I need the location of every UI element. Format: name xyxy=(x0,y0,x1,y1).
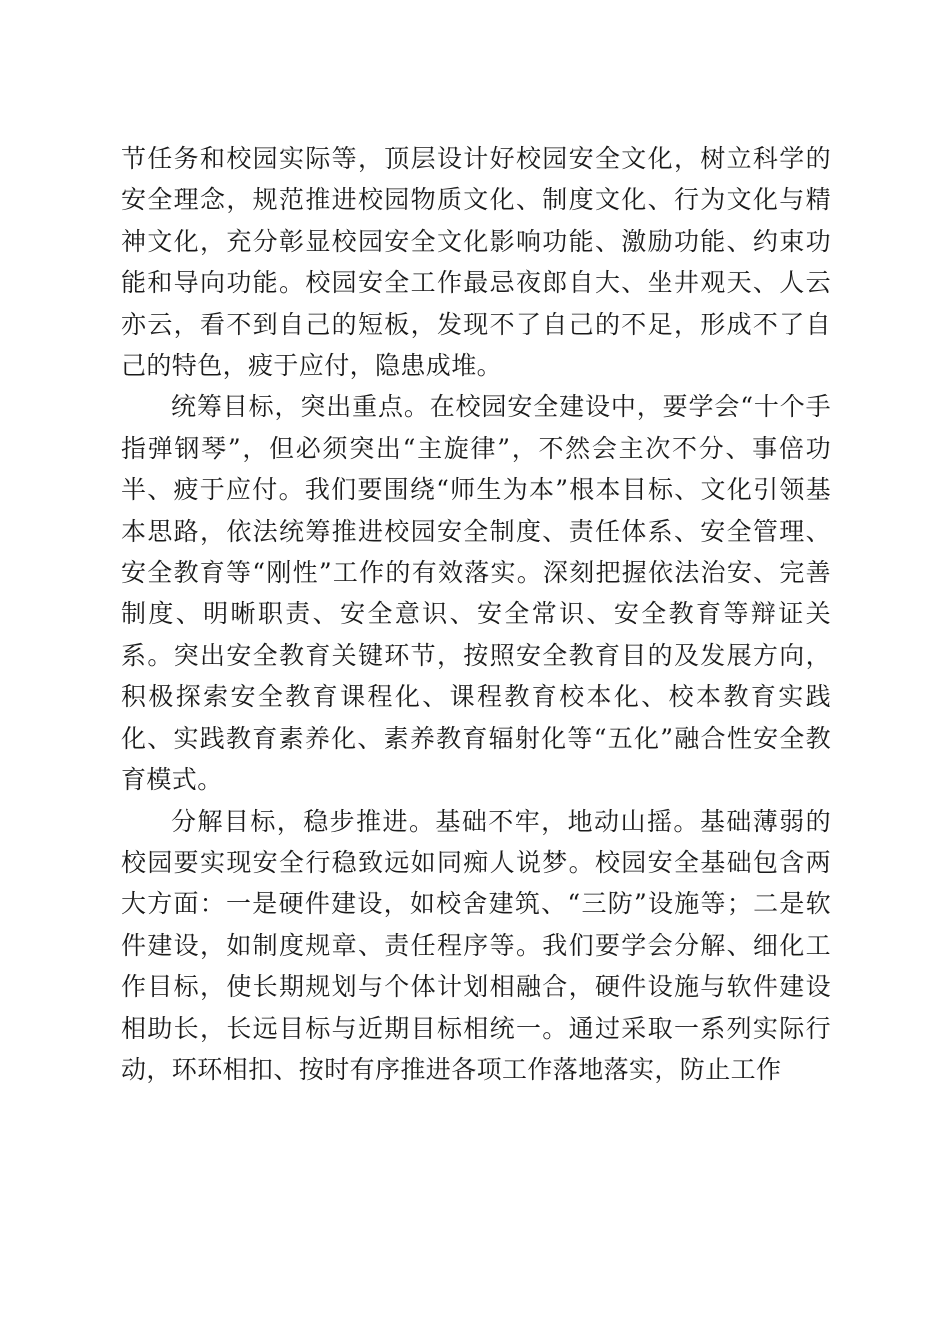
paragraph-1: 节任务和校园实际等，顶层设计好校园安全文化，树立科学的安全理念，规范推进校园物质文化、制度文化、行为文化与精神文化，充分彰显校园安全文化影响功能、激励功能、约束功能和导向功能。校园安全工作最忌夜郎自大、坐井观天、人云亦云，看不到自己的短板，发现不了自己的不足，形成不了自己的特色，疲于应付，隐患成堆。 xyxy=(121,144,831,381)
paragraph-2: 统筹目标，突出重点。在校园安全建设中，要学会“十个手指弹钢琴”，但必须突出“主旋律”，不然会主次不分、事倍功半、疲于应付。我们要围绕“师生为本”根本目标、文化引领基本思路，依法统筹推进校园安全制度、责任体系、安全管理、安全教育等“刚性”工作的有效落实。深刻把握依法治安、完善制度、明晰职责、安全意识、安全常识、安全教育等辩证关系。突出安全教育关键环节，按照安全教育目的及发展方向，积极探索安全教育课程化、课程教育校本化、校本教育实践化、实践教育素养化、素养教育辐射化等“五化”融合性安全教育模式。 xyxy=(121,392,831,795)
paragraph-3: 分解目标，稳步推进。基础不牢，地动山摇。基础薄弱的校园要实现安全行稳致远如同痴人说梦。校园安全基础包含两大方面：一是硬件建设，如校舍建筑、“三防”设施等；二是软件建设，如制度规章、责任程序等。我们要学会分解、细化工作目标，使长期规划与个体计划相融合，硬件设施与软件建设相助长，长远目标与近期目标相统一。通过采取一系列实际行动，环环相扣、按时有序推进各项工作落地落实，防止工作 xyxy=(121,806,831,1084)
body-text xyxy=(121,138,831,1090)
